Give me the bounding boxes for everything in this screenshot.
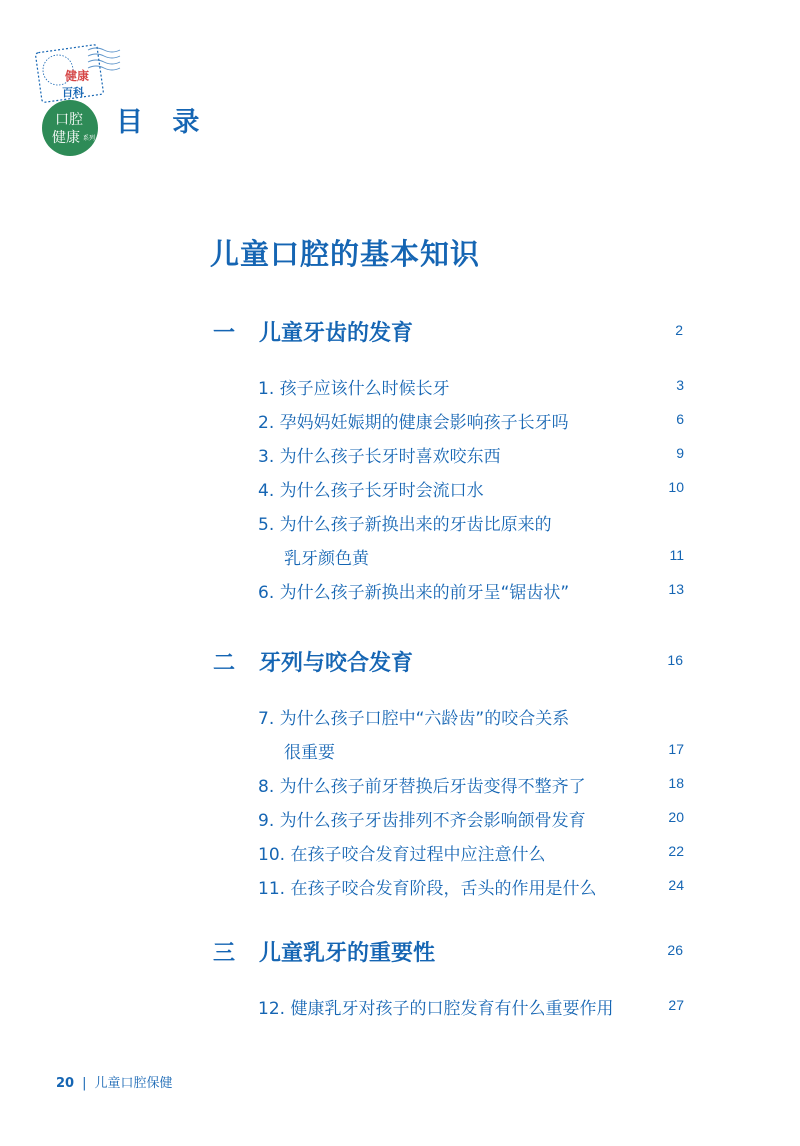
section-title: 儿童牙齿的发育: [259, 321, 414, 346]
toc-item-text: 很重要: [284, 743, 335, 763]
toc-item-text: 10. 在孩子咬合发育过程中应注意什么: [258, 845, 546, 865]
logo-series-label: 系列: [83, 135, 96, 142]
toc-item-text: 11. 在孩子咬合发育阶段，舌头的作用是什么: [258, 879, 597, 899]
section-page-number: 16: [667, 652, 683, 668]
toc-item-page-number: 20: [668, 809, 684, 825]
footer-book-title: 儿童口腔保健: [94, 1076, 173, 1091]
toc-item-page-number: 6: [676, 411, 684, 427]
toc-item-page-number: 10: [668, 479, 684, 495]
toc-item-page-number: 13: [668, 581, 684, 597]
section-title: 牙列与咬合发育: [259, 651, 414, 676]
toc-item-text: 乳牙颜色黄: [284, 549, 369, 569]
toc-item[interactable]: [258, 840, 684, 866]
toc-item[interactable]: [258, 374, 684, 400]
toc-item-page-number: 18: [668, 775, 684, 791]
toc-item-text: 12. 健康乳牙对孩子的口腔发育有什么重要作用: [258, 999, 614, 1019]
toc-item[interactable]: [258, 772, 684, 798]
page-footer: [56, 1072, 173, 1091]
toc-item-page-number: 17: [668, 741, 684, 757]
toc-item-page-number: 9: [676, 445, 684, 461]
toc-item-text: 7. 为什么孩子口腔中“六龄齿”的咬合关系: [258, 709, 570, 729]
toc-section[interactable]: [213, 316, 683, 350]
toc-item[interactable]: [258, 442, 684, 468]
toc-item-text: 8. 为什么孩子前牙替换后牙齿变得不整齐了: [258, 777, 586, 797]
toc-item[interactable]: [258, 994, 684, 1020]
toc-item-page-number: 22: [668, 843, 684, 859]
footer-page-number: 20: [56, 1076, 75, 1091]
toc-item[interactable]: [258, 704, 684, 730]
toc-item-text: 9. 为什么孩子牙齿排列不齐会影响颌骨发育: [258, 811, 586, 831]
toc-item-continuation[interactable]: [284, 544, 684, 570]
toc-item[interactable]: [258, 476, 684, 502]
toc-section[interactable]: [213, 936, 683, 970]
toc-item-page-number: 24: [668, 877, 684, 893]
toc-item[interactable]: [258, 874, 684, 900]
toc-item[interactable]: [258, 806, 684, 832]
toc-section[interactable]: [213, 646, 683, 680]
section-page-number: 2: [675, 322, 683, 338]
toc-item[interactable]: [258, 578, 684, 604]
section-number: 三: [213, 941, 236, 966]
toc-item-text: 1. 孩子应该什么时候长牙: [258, 379, 450, 399]
logo-circle-line2: 健康: [52, 130, 80, 146]
footer-separator: |: [82, 1076, 87, 1091]
toc-item[interactable]: [258, 510, 684, 536]
part-title: 儿童口腔的基本知识: [210, 237, 481, 271]
logo-circle-line1: 口腔: [55, 112, 83, 128]
section-page-number: 26: [667, 942, 683, 958]
toc-item-text: 5. 为什么孩子新换出来的牙齿比原来的: [258, 515, 552, 535]
toc-item-continuation[interactable]: [284, 738, 684, 764]
toc-item[interactable]: [258, 408, 684, 434]
stamp-text-health: 健康: [65, 69, 90, 83]
stamp-text-encyclopedia: 百科: [62, 86, 84, 99]
toc-item-text: 6. 为什么孩子新换出来的前牙呈“锯齿状”: [258, 583, 570, 603]
section-title: 儿童乳牙的重要性: [259, 941, 436, 966]
toc-header-title: 目 录: [116, 107, 210, 138]
toc-item-text: 2. 孕妈妈妊娠期的健康会影响孩子长牙吗: [258, 413, 569, 433]
toc-item-text: 4. 为什么孩子长牙时会流口水: [258, 481, 484, 501]
section-number: 一: [213, 321, 236, 346]
toc-item-page-number: 3: [676, 377, 684, 393]
toc-item-page-number: 27: [668, 997, 684, 1013]
section-number: 二: [213, 651, 236, 676]
toc-item-text: 3. 为什么孩子长牙时喜欢咬东西: [258, 447, 501, 467]
toc-item-page-number: 11: [669, 547, 684, 563]
